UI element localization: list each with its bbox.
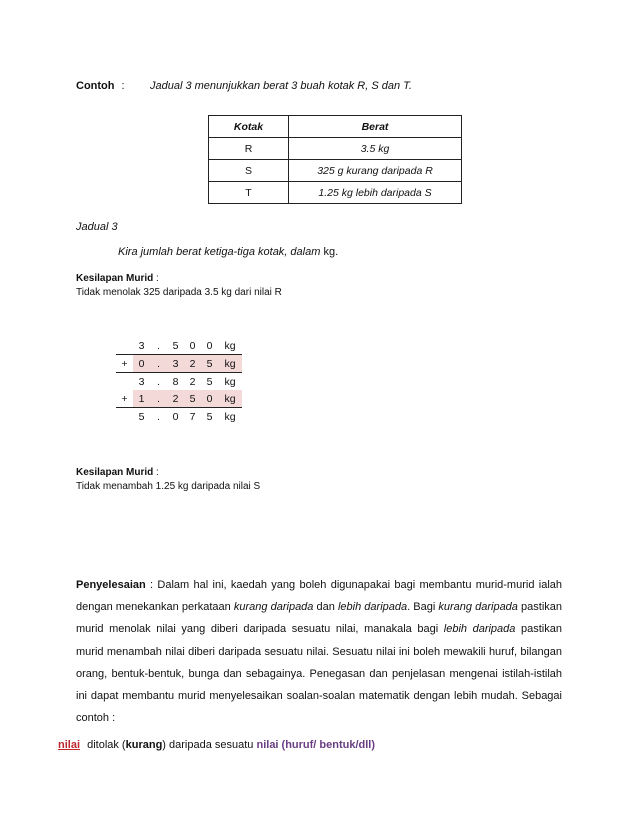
calc-row xyxy=(116,408,242,426)
question-unit: kg. xyxy=(323,246,339,258)
calc-digit: 1 xyxy=(133,390,150,408)
rule-keyword: kurang xyxy=(125,739,163,751)
calc-digit: . xyxy=(150,355,167,373)
error-colon: : xyxy=(156,467,159,478)
rule-text: ditolak ( xyxy=(87,739,126,751)
calc-unit: kg xyxy=(218,408,242,426)
calc-digit: 5 xyxy=(184,390,201,408)
calc-operator: + xyxy=(116,355,133,373)
solution-keyword: kurang daripada xyxy=(438,601,518,614)
table-cell: S xyxy=(209,160,289,182)
error-colon: : xyxy=(156,273,159,284)
calc-digit: 5 xyxy=(172,339,179,352)
error-text: Tidak menambah 1.25 kg daripada nilai S xyxy=(76,481,261,492)
calc-unit: kg xyxy=(218,373,242,391)
calc-unit: kg xyxy=(218,355,242,373)
calc-operator: + xyxy=(121,392,128,405)
solution-text: pastikan murid menambah nilai diberi daripada sesuatu nilai. Sesuatu nilai ini boleh mewakili huruf, bilangan orang, bentuk-bentuk, bunga dan sebagainya. Penegasan dan penjelasan mengenai istilah-istilah ini dapat membantu murid menyelesaikan soalan-soalan matematik dengan lebih mudah. Sebagai contoh : xyxy=(76,623,562,725)
solution-keyword: kurang daripada xyxy=(233,601,314,614)
solution-text: : Dalam hal ini, kaedah yang boleh digunapakai bagi membantu murid-murid ialah dengan menekankan perkataan xyxy=(76,579,562,614)
calc-row xyxy=(116,373,242,391)
error-label: Kesilapan Murid xyxy=(76,467,154,478)
question-text: Kira jumlah berat ketiga-tiga kotak, dalam xyxy=(118,246,321,258)
question xyxy=(118,246,338,258)
table-cell: 325 g kurang daripada R xyxy=(289,160,462,182)
table-row xyxy=(209,160,462,182)
solution-paragraph xyxy=(76,574,562,729)
calc-digit: 0 xyxy=(133,355,150,373)
table-cell: 3.5 kg xyxy=(289,138,462,160)
calc-digit: 0 xyxy=(201,390,218,408)
solution-text: . Bagi xyxy=(407,601,436,614)
calc-digit: . xyxy=(150,408,167,426)
calc-digit: 3 xyxy=(167,355,184,373)
solution-keyword: lebih daripada xyxy=(337,601,408,614)
table-row xyxy=(209,138,462,160)
calc-unit: kg xyxy=(224,339,236,352)
calc-digit: . xyxy=(150,373,167,391)
table-row xyxy=(209,182,462,204)
table-caption: Jadual 3 xyxy=(76,221,118,233)
solution-text: pastikan murid menolak nilai yang diberi daripada sesuatu nilai, manakala bagi xyxy=(76,601,563,636)
solution-keyword: lebih daripada xyxy=(443,623,516,636)
table-header: Berat xyxy=(289,116,462,138)
calc-row xyxy=(116,390,242,408)
rule-text: ) daripada sesuatu xyxy=(162,739,254,751)
calc-operator xyxy=(116,408,133,426)
error-text: Tidak menolak 325 daripada 3.5 kg dari nilai R xyxy=(76,287,282,298)
calc-digit: . xyxy=(150,390,167,408)
calc-digit: 7 xyxy=(184,408,201,426)
table-header-row xyxy=(209,116,462,138)
calc-digit: 0 xyxy=(167,408,184,426)
calc-digit: 8 xyxy=(167,373,184,391)
calc-digit: 0 xyxy=(206,339,213,352)
table-header: Kotak xyxy=(209,116,289,138)
calc-digit: 2 xyxy=(167,390,184,408)
calc-row xyxy=(116,355,242,373)
rule-word-2: nilai (huruf/ bentuk/dll) xyxy=(256,739,376,751)
example-label: Contoh xyxy=(76,80,115,92)
example-text: Jadual 3 menunjukkan berat 3 buah kotak R, S dan T. xyxy=(150,80,412,92)
calc-operator xyxy=(116,337,133,355)
rule-word-1: nilai xyxy=(58,739,81,751)
error-label: Kesilapan Murid xyxy=(76,273,154,284)
example-line xyxy=(76,80,125,92)
calc-unit: kg xyxy=(218,390,242,408)
calc-digit: 5 xyxy=(201,355,218,373)
weight-table xyxy=(208,115,462,204)
solution-text: dan xyxy=(316,601,335,614)
calc-digit: 2 xyxy=(184,355,201,373)
calc-digit: 3 xyxy=(133,373,150,391)
solution-label: Penyelesaian xyxy=(76,579,146,591)
calc-digit: 5 xyxy=(133,408,150,426)
calc-digit: . xyxy=(157,339,160,352)
calc-digit: 5 xyxy=(201,373,218,391)
error-2 xyxy=(76,466,260,494)
calc-operator xyxy=(116,373,133,391)
calc-digit: 0 xyxy=(189,339,196,352)
table-cell: T xyxy=(209,182,289,204)
example-colon: : xyxy=(121,80,125,92)
table-cell: R xyxy=(209,138,289,160)
calc-digit: 2 xyxy=(184,373,201,391)
calculation-grid xyxy=(116,337,242,425)
error-1 xyxy=(76,272,282,300)
calc-row xyxy=(116,337,242,355)
calc-digit: 3 xyxy=(138,339,145,352)
calc-digit: 5 xyxy=(201,408,218,426)
table-cell: 1.25 kg lebih daripada S xyxy=(289,182,462,204)
rule-line xyxy=(54,739,375,751)
